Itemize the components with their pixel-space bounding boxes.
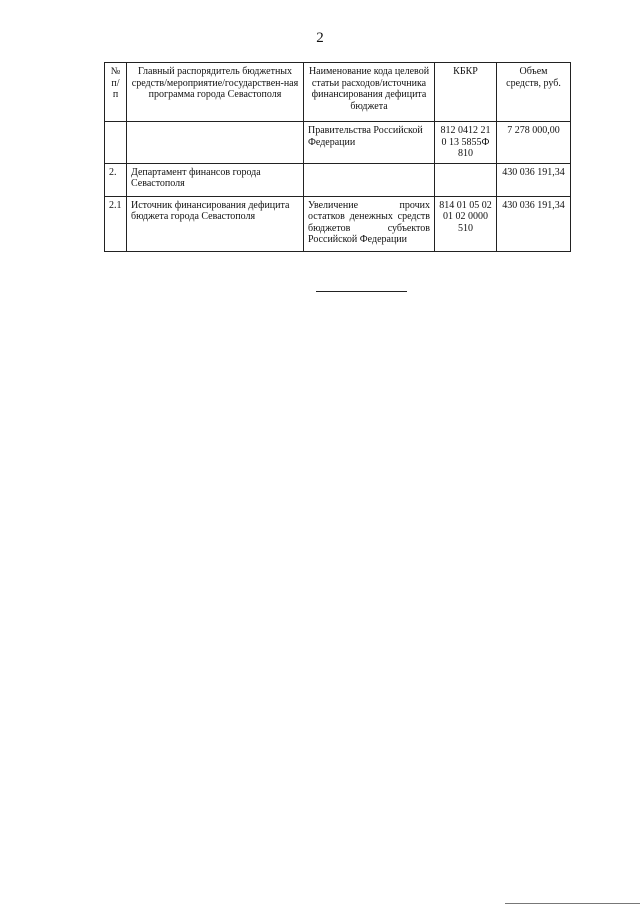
scan-edge-line: [505, 903, 640, 904]
cell-name: Увеличение прочих остатков денежных средств бюджетов субъектов Российской Федерации: [304, 196, 435, 251]
header-kbkr: КБКР: [435, 63, 497, 122]
cell-main: Источник финансирования дефицита бюджета города Севастополя: [127, 196, 304, 251]
header-num: № п/п: [105, 63, 127, 122]
cell-kbkr: [435, 163, 497, 196]
cell-volume: 430 036 191,34: [497, 163, 571, 196]
cell-volume: 430 036 191,34: [497, 196, 571, 251]
cell-kbkr: 812 0412 21 0 13 5855Ф 810: [435, 122, 497, 164]
table-row: [105, 163, 571, 196]
cell-name: Правительства Российской Федерации: [304, 122, 435, 164]
cell-volume: 7 278 000,00: [497, 122, 571, 164]
header-volume: Объем средств, руб.: [497, 63, 571, 122]
cell-kbkr: 814 01 05 02 01 02 0000 510: [435, 196, 497, 251]
cell-main: [127, 122, 304, 164]
separator-line: [316, 291, 407, 292]
header-code-name: Наименование кода целевой статьи расходов/источника финансирования дефицита бюджета: [304, 63, 435, 122]
cell-name: [304, 163, 435, 196]
page-number: 2: [316, 30, 324, 46]
cell-num: [105, 122, 127, 164]
header-main-distributor: Главный распорядитель бюджетных средств/мероприятие/государствен-ная программа города Севастополя: [127, 63, 304, 122]
cell-num: 2.: [105, 163, 127, 196]
table-row: [105, 122, 571, 164]
table-row: [105, 196, 571, 251]
budget-table: [104, 62, 571, 252]
table-header-row: [105, 63, 571, 122]
cell-num: 2.1: [105, 196, 127, 251]
cell-main: Департамент финансов города Севастополя: [127, 163, 304, 196]
